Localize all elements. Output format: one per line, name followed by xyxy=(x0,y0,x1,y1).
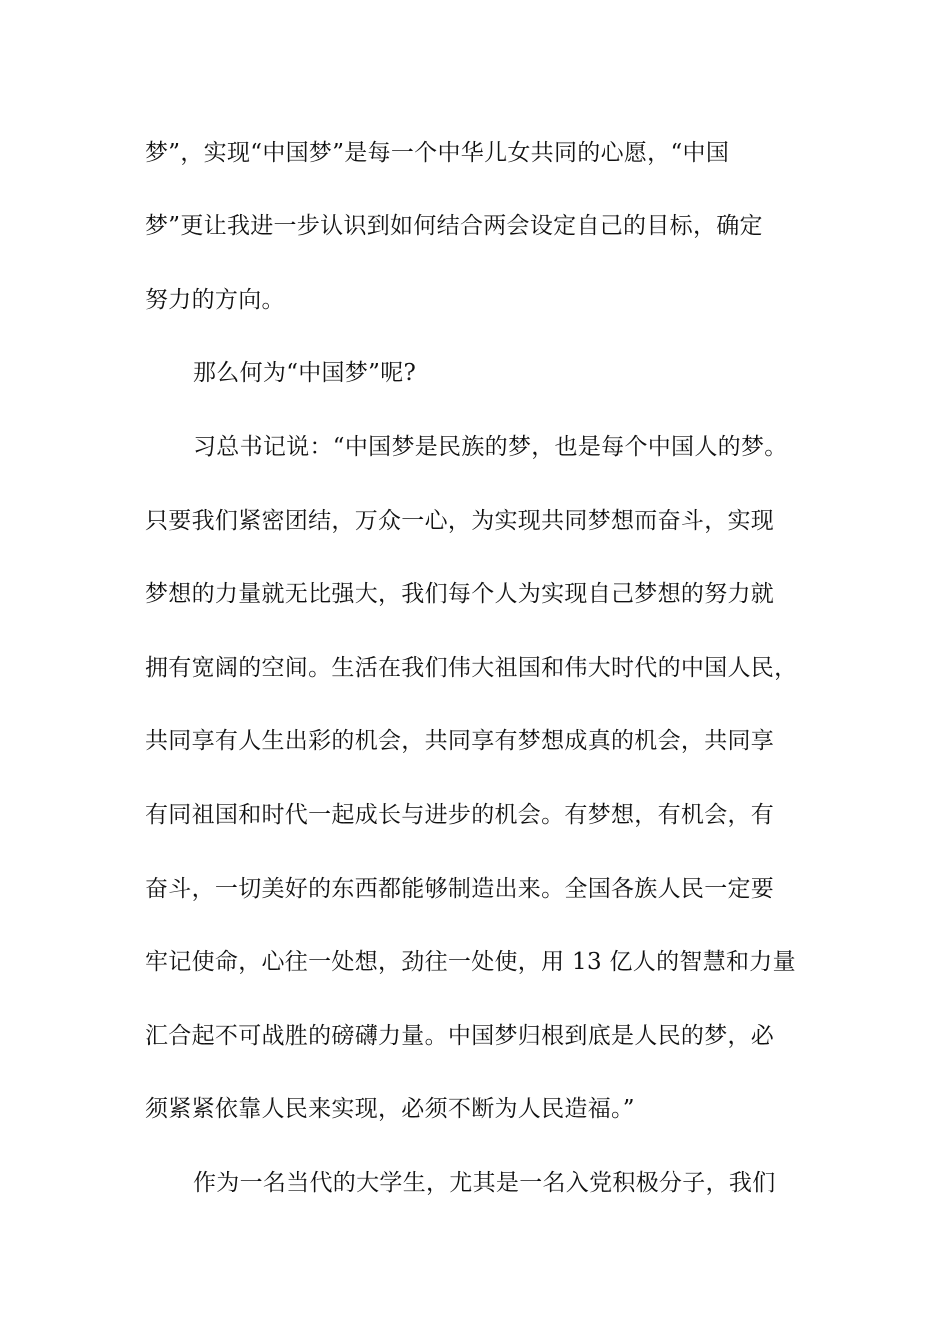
text-line-5: 习总书记说：“中国梦是民族的梦，也是每个中国人的梦。 xyxy=(193,434,788,460)
text-line-12: 牢记使命，心往一处想，劲往一处使，用 13 亿人的智慧和力量 xyxy=(145,949,796,975)
text-line-2: 梦”更让我进一步认识到如何结合两会设定自己的目标，确定 xyxy=(145,213,763,239)
text-line-4: 那么何为“中国梦”呢? xyxy=(193,360,417,386)
text-line-6: 只要我们紧密团结，万众一心，为实现共同梦想而奋斗，实现 xyxy=(145,508,775,534)
text-line-9: 共同享有人生出彩的机会，共同享有梦想成真的机会，共同享 xyxy=(145,728,775,754)
text-line-7: 梦想的力量就无比强大，我们每个人为实现自己梦想的努力就 xyxy=(145,581,775,607)
text-line-13: 汇合起不可战胜的磅礴力量。中国梦归根到底是人民的梦，必 xyxy=(145,1023,775,1049)
text-line-1: 梦”，实现“中国梦”是每一个中华儿女共同的心愿，“中国 xyxy=(145,140,730,166)
text-line-11: 奋斗，一切美好的东西都能够制造出来。全国各族人民一定要 xyxy=(145,876,775,902)
text-line-10: 有同祖国和时代一起成长与进步的机会。有梦想，有机会，有 xyxy=(145,802,775,828)
text-line-15: 作为一名当代的大学生，尤其是一名入党积极分子，我们 xyxy=(193,1170,776,1196)
text-line-14: 须紧紧依靠人民来实现，必须不断为人民造福。” xyxy=(145,1096,635,1122)
text-line-3: 努力的方向。 xyxy=(145,287,285,313)
text-line-8: 拥有宽阔的空间。生活在我们伟大祖国和伟大时代的中国人民， xyxy=(145,655,798,681)
